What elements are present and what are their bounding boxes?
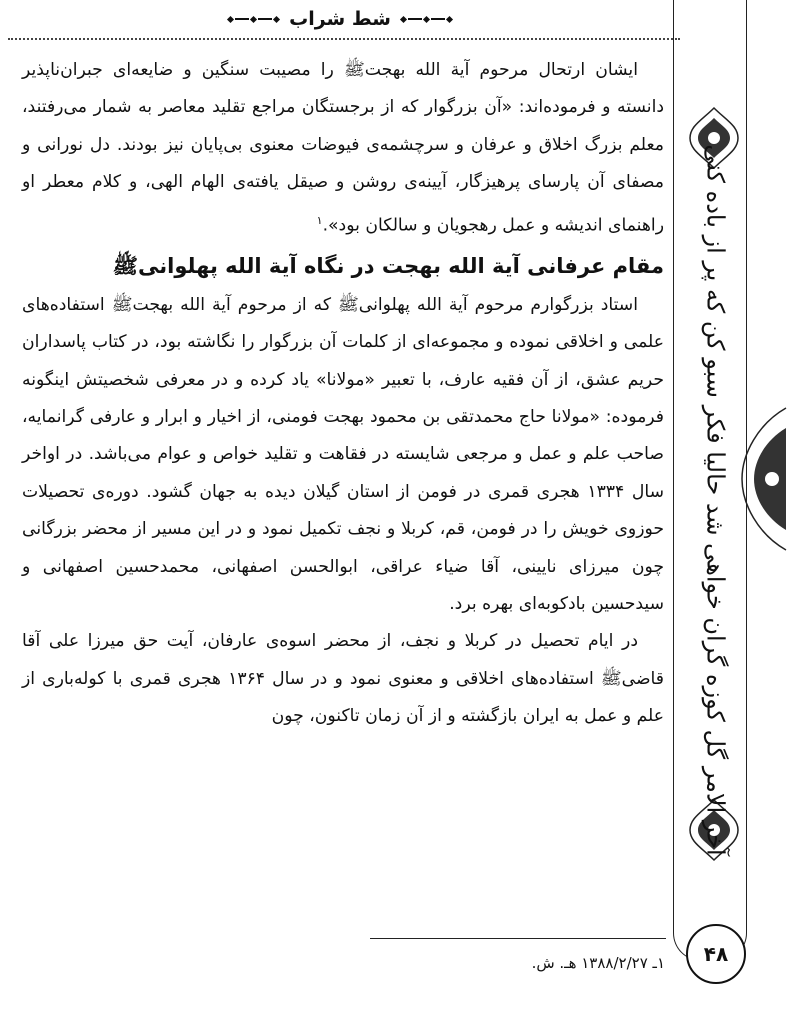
page-number: ۴۸ — [686, 924, 746, 984]
running-header — [220, 4, 460, 34]
header-ornament-icon — [401, 17, 452, 22]
footnote-text: ۱ـ ۱۳۸۸/۲/۲۷ هـ. ش. — [531, 954, 665, 972]
side-verse: آخر الامر گل کوزه گران خواهی شد حالیا فکر سبو کن که پر از باده کنی — [702, 144, 730, 856]
header-ornament-icon — [228, 17, 279, 22]
footnote-divider — [370, 938, 666, 939]
body-paragraph: استاد بزرگوارم مرحوم آیة الله پهلوانیﷺ که از مرحوم آیة الله بهجتﷺ استفاده‌های علمی و اخلاقی نموده و مجموعه‌ای از کلمات آن بزرگوار را نگاشته بود، در کتاب پاسداران حریم عشق، از آن فقیه عارف، با تعبیر «مولانا» یاد کرده و در معرفی شخصیتش اینگونه فرموده: «مولانا حاج محمدتقی بن محمود بهجت فومنی، از اخیار و ابرار و عارفی گرانمایه، صاحب علم و عمل و مرجعی شایسته در فقاهت و تقلید خواص و عوام می‌باشد. در اواخر سال ۱۳۳۴ هجری قمری در فومن از استان گیلان دیده به جهان گشود. دوره‌ی تحصیلات حوزوی خویش را در فومن، قم، کربلا و نجف تکمیل نمود و در این مسیر از محضر بزرگانی چون میرزای نایینی، آقا ضیاء عراقی، ابوالحسن اصفهانی، محمدحسین اصفهانی و سیدحسین بادکوبه‌ای بهره برد. — [22, 294, 665, 615]
section-heading: مقام عرفانی آیة الله بهجت در نگاه آیة الله پهلوانیﷺ — [112, 253, 664, 278]
footnote-reference[interactable]: ۱ — [316, 213, 323, 227]
body-paragraph: در ایام تحصیل در کربلا و نجف، از محضر اسوه‌ی عارفان، آیت حق میرزا علی آقا قاضیﷺ استفاده‌های اخلاقی و معنوی نمود و در سال ۱۳۶۴ هجری قمری با کوله‌باری از علم و عمل به ایران بازگشته و از آن زمان تاکنون، چون — [22, 631, 664, 727]
header-dotted-rule — [8, 38, 680, 40]
running-header-title: شط شراب — [289, 8, 391, 30]
page-body — [22, 52, 664, 736]
body-paragraph: ایشان ارتحال مرحوم آیة الله بهجتﷺ را مصیبت سنگین و ضایعه‌ای جبران‌ناپذیر دانسته و فرموده‌اند: «آن بزرگوار که از برجستگان مراجع تقلید معاصر به شمار می‌رفتند، معلم بزرگ اخلاق و عرفان و سرچشمه‌ی فیوضات معنوی بی‌پایان نیز بودند. دل نورانی و مصفای آن پارسای پرهیزگار، آیینه‌ی روشن و صیقل یافته‌ی الهام الهی، و کلام معطر او راهنمای اندیشه و عمل رهجویان و سالکان بود».$^۱$ — [22, 60, 664, 236]
